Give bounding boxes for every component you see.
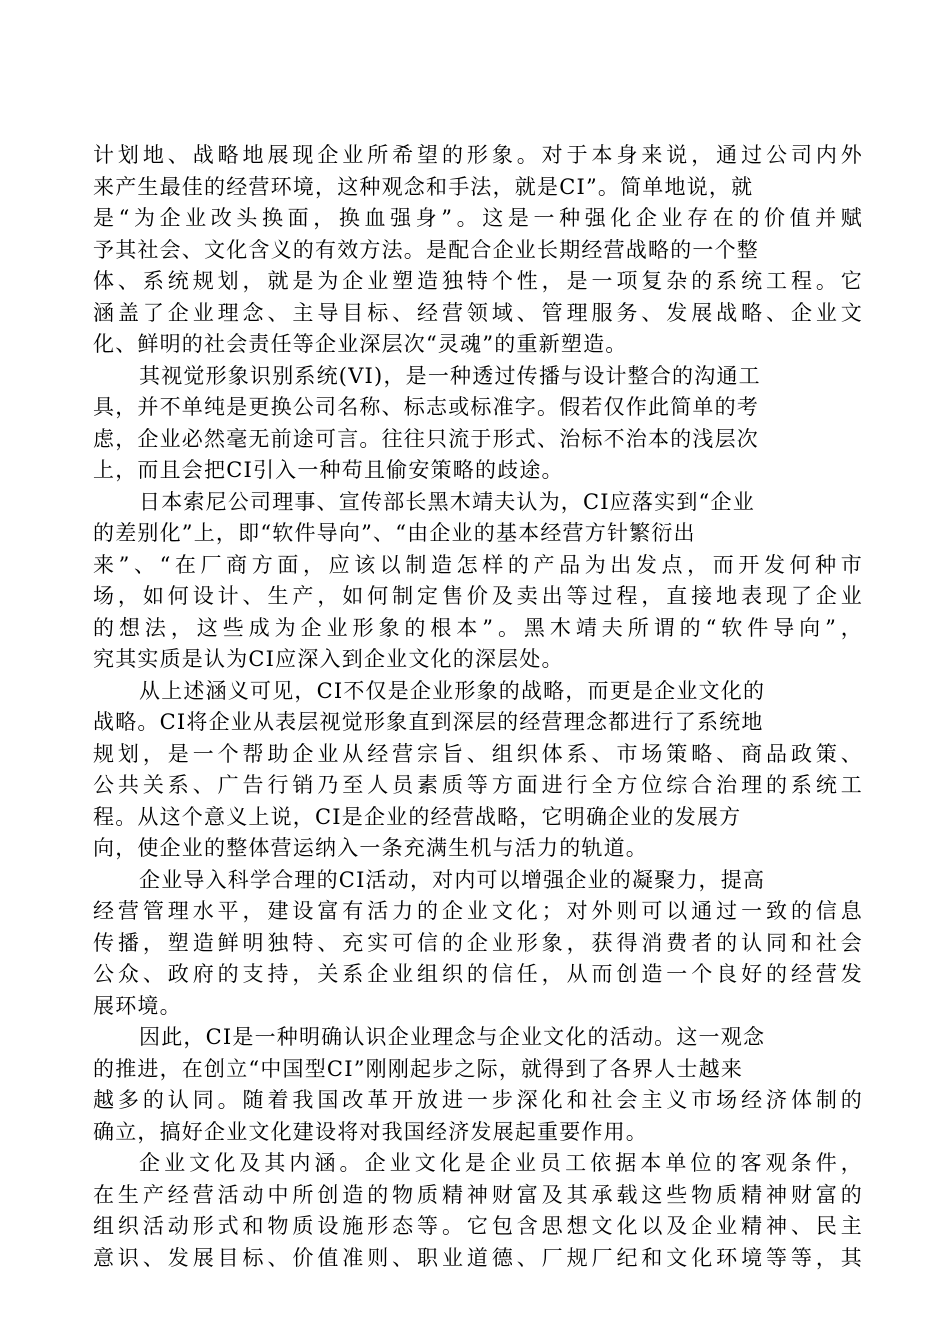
document-text-line: 展环境。 xyxy=(93,993,182,1018)
document-text-line: 战略。CI将企业从表层视觉形象直到深层的经营理念都进行了系统地 xyxy=(93,710,764,734)
document-text-line: 从上述涵义可见，CI不仅是企业形象的战略，而更是企业文化的 xyxy=(139,678,766,703)
document-body xyxy=(93,140,863,1274)
document-text-line: 越多的认同。随着我国改革开放进一步深化和社会主义市场经济体制的 xyxy=(93,1088,863,1112)
document-text-line: 意识、发展目标、价值准则、职业道德、厂规厂纪和文化环境等等，其 xyxy=(93,1245,863,1270)
document-text-line: 经营管理水平，建设富有活力的企业文化；对外则可以通过一致的信息 xyxy=(93,899,863,923)
document-text-line: 虑，企业必然毫无前途可言。往往只流于形式、治标不治本的浅层次 xyxy=(93,426,759,451)
document-text-line: 来”、“在厂商方面，应该以制造怎样的产品为出发点，而开发何种市 xyxy=(93,552,863,577)
document-text-line: 程。从这个意义上说，CI是企业的经营战略，它明确企业的发展方 xyxy=(93,804,742,829)
document-text-line: 上，而且会把CI引入一种苟且偷安策略的歧途。 xyxy=(93,458,564,482)
document-text-line: 企业文化及其内涵。企业文化是企业员工依据本单位的客观条件， xyxy=(139,1151,863,1175)
document-text-line: 来产生最佳的经营环境，这种观念和手法，就是CI”。简单地说，就 xyxy=(93,174,754,199)
document-text-line: 化、鲜明的社会责任等企业深层次“灵魂”的重新塑造。 xyxy=(93,332,628,356)
document-text-line: 公众、政府的支持，关系企业组织的信任，从而创造一个良好的经营发 xyxy=(93,962,863,986)
document-text-line: 是“为企业改头换面，换血强身”。这是一种强化企业存在的价值并赋 xyxy=(93,206,863,230)
document-text-line: 予其社会、文化含义的有效方法。是配合企业长期经营战略的一个整 xyxy=(93,237,759,262)
document-text-line: 在生产经营活动中所创造的物质精神财富及其承载这些物质精神财富的 xyxy=(93,1182,863,1207)
document-text-line: 传播，塑造鲜明独特、充实可信的企业形象，获得消费者的认同和社会 xyxy=(93,930,863,955)
document-text-line: 公共关系、广告行销乃至人员素质等方面进行全方位综合治理的系统工 xyxy=(93,773,863,797)
document-text-line: 计划地、战略地展现企业所希望的形象。对于本身来说，通过公司内外 xyxy=(93,143,863,167)
document-text-line: 的差别化”上，即“软件导向”、“由企业的基本经营方针繁衍出 xyxy=(93,521,696,545)
document-text-line: 组织活动形式和物质设施形态等。它包含思想文化以及企业精神、民主 xyxy=(93,1214,863,1238)
document-text-line: 体、系统规划，就是为企业塑造独特个性，是一项复杂的系统工程。它 xyxy=(93,269,863,293)
document-text-line: 的推进，在创立“中国型CI”刚刚起步之际，就得到了各界人士越来 xyxy=(93,1056,744,1081)
document-text-line: 的想法，这些成为企业形象的根本”。黑木靖夫所谓的“软件导向”， xyxy=(93,615,863,640)
document-text-line: 其视觉形象识别系统(VI)，是一种透过传播与设计整合的沟通工 xyxy=(139,363,761,388)
document-text-line: 因此，CI是一种明确认识企业理念与企业文化的活动。这一观念 xyxy=(139,1025,766,1049)
document-text-line: 确立，搞好企业文化建设将对我国经济发展起重要作用。 xyxy=(93,1119,648,1144)
document-text-line: 规划，是一个帮助企业从经营宗旨、组织体系、市场策略、商品政策、 xyxy=(93,741,863,766)
document-text-line: 具，并不单纯是更换公司名称、标志或标准字。假若仅作此简单的考 xyxy=(93,395,759,419)
document-text-line: 日本索尼公司理事、宣传部长黑木靖夫认为，CI应落实到“企业 xyxy=(139,489,755,514)
document-text-line: 涵盖了企业理念、主导目标、经营领域、管理服务、发展战略、企业文 xyxy=(93,300,863,325)
document-text-line: 企业导入科学合理的CI活动，对内可以增强企业的凝聚力，提高 xyxy=(139,867,766,892)
document-text-line: 究其实质是认为CI应深入到企业文化的深层处。 xyxy=(93,647,564,671)
document-text-line: 场，如何设计、生产，如何制定售价及卖出等过程，直接地表现了企业 xyxy=(93,584,863,608)
document-text-line: 向，使企业的整体营运纳入一条充满生机与活力的轨道。 xyxy=(93,836,648,860)
